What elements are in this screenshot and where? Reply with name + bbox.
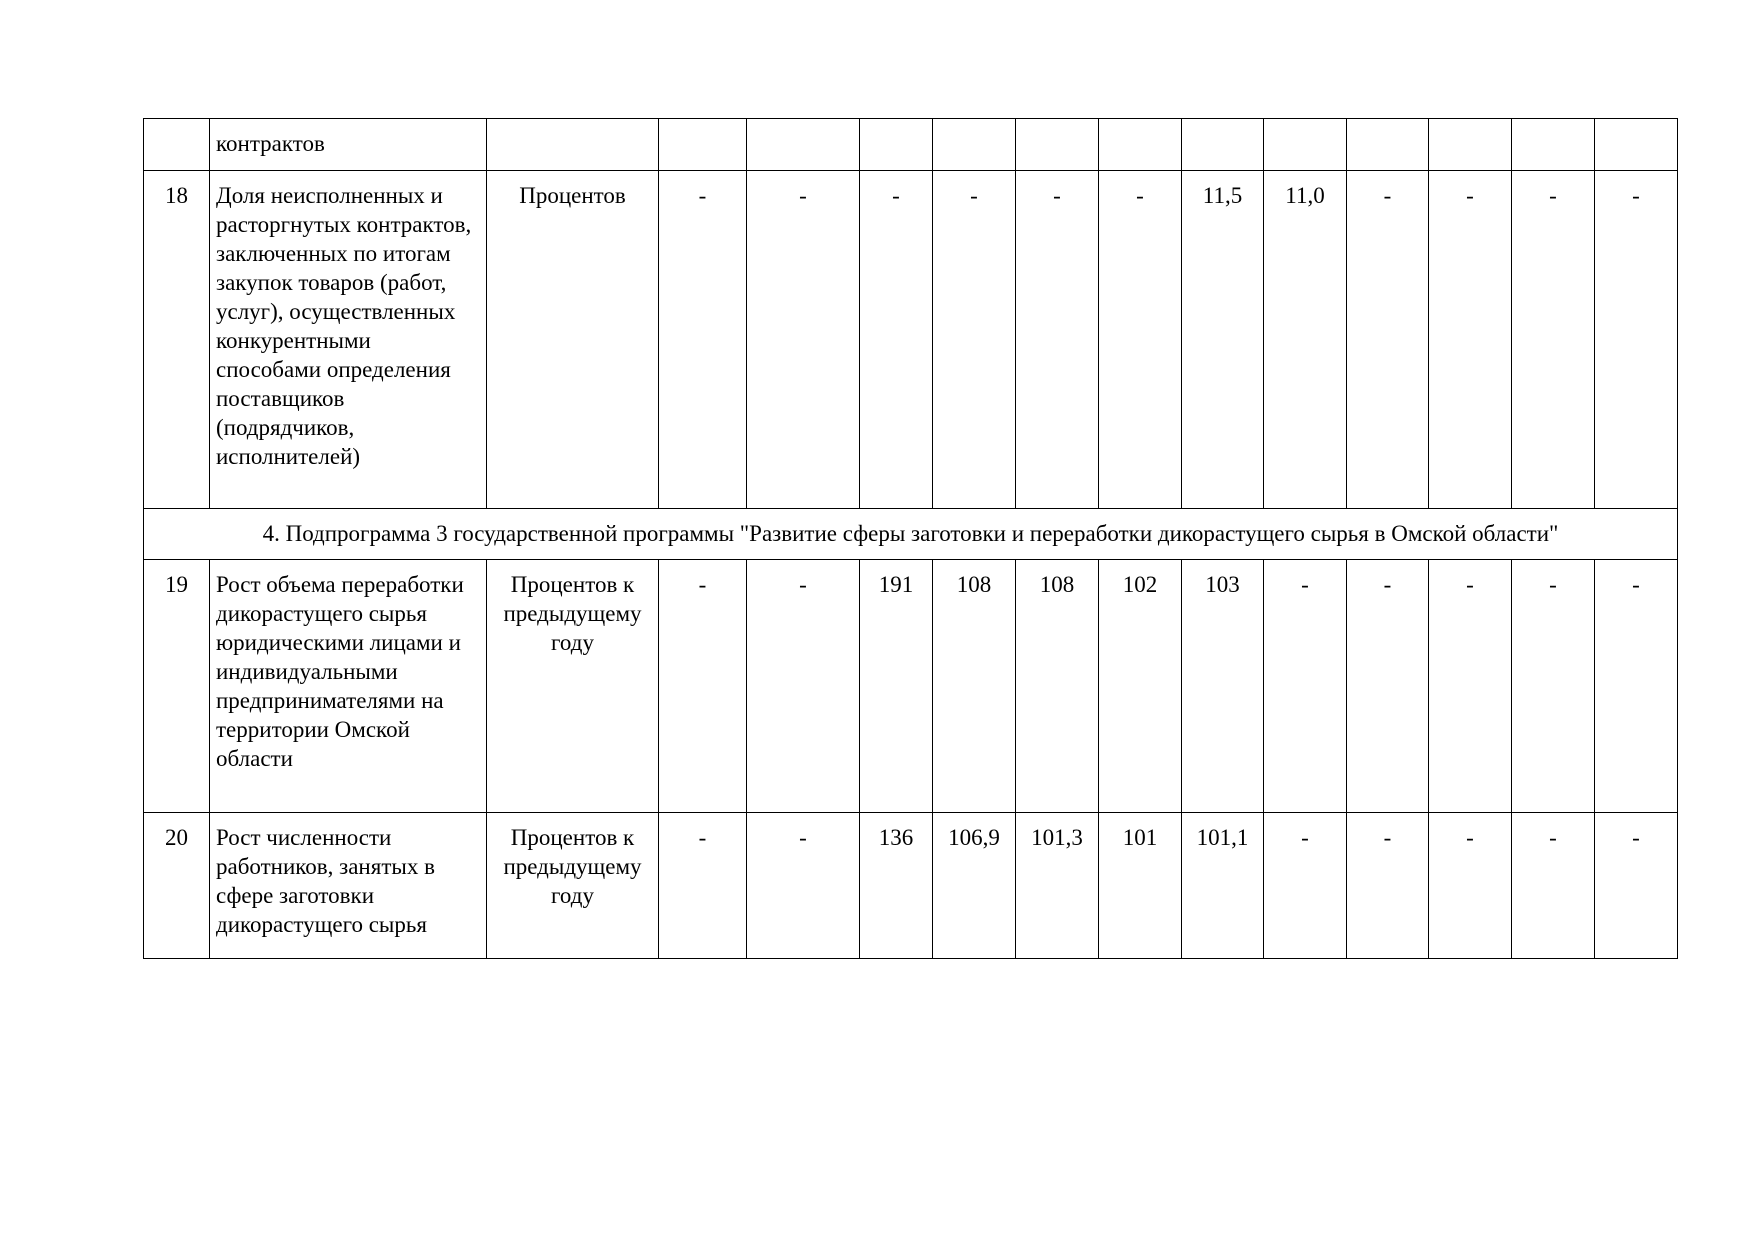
value-cell: - [1264, 813, 1347, 959]
table-row [144, 560, 1678, 813]
value-cell: - [1347, 560, 1429, 813]
indicator-name: Рост численности работников, занятых в сфере заготовки дикорастущего сырья [210, 813, 487, 959]
value-cell: 102 [1099, 560, 1182, 813]
value-cell: 136 [860, 813, 933, 959]
value-cell: - [1512, 560, 1595, 813]
value-cell: - [747, 813, 860, 959]
unit-cell: Процентов [487, 171, 659, 509]
value-cell [1264, 119, 1347, 171]
section-title: 4. Подпрограмма 3 государственной программы "Развитие сферы заготовки и переработки дикорастущего сырья в Омской области" [144, 509, 1678, 560]
value-cell: - [659, 813, 747, 959]
value-cell: 103 [1182, 560, 1264, 813]
unit-cell: Процентов к предыдущему году [487, 560, 659, 813]
value-cell: - [1347, 813, 1429, 959]
value-cell: - [1595, 560, 1678, 813]
section-row [144, 509, 1678, 560]
value-cell [1347, 119, 1429, 171]
value-cell: 106,9 [933, 813, 1016, 959]
table-row [144, 171, 1678, 509]
value-cell: - [1429, 560, 1512, 813]
indicator-name: контрактов [210, 119, 487, 171]
value-cell: - [860, 171, 933, 509]
row-number: 18 [144, 171, 210, 509]
value-cell [659, 119, 747, 171]
value-cell: 101 [1099, 813, 1182, 959]
value-cell [1099, 119, 1182, 171]
value-cell: 101,1 [1182, 813, 1264, 959]
value-cell: 11,5 [1182, 171, 1264, 509]
value-cell: - [1429, 813, 1512, 959]
value-cell: - [747, 171, 860, 509]
value-cell: 191 [860, 560, 933, 813]
indicator-name: Рост объема переработки дикорастущего сырья юридическими лицами и индивидуальными предпринимателями на территории Омской области [210, 560, 487, 813]
unit-cell [487, 119, 659, 171]
indicators-table [143, 118, 1678, 959]
value-cell: - [1512, 813, 1595, 959]
row-number: 20 [144, 813, 210, 959]
value-cell [1512, 119, 1595, 171]
value-cell: - [1347, 171, 1429, 509]
row-number [144, 119, 210, 171]
value-cell: 108 [933, 560, 1016, 813]
value-cell: - [933, 171, 1016, 509]
value-cell [747, 119, 860, 171]
value-cell: - [659, 171, 747, 509]
indicator-name: Доля неисполненных и расторгнутых контрактов, заключенных по итогам закупок товаров (работ, услуг), осуществленных конкурентными способами определения поставщиков (подрядчиков, исполнителей) [210, 171, 487, 509]
value-cell: - [1099, 171, 1182, 509]
value-cell: - [1595, 813, 1678, 959]
value-cell: - [1264, 560, 1347, 813]
value-cell: - [1016, 171, 1099, 509]
value-cell: - [1429, 171, 1512, 509]
value-cell: 101,3 [1016, 813, 1099, 959]
value-cell [1595, 119, 1678, 171]
row-number: 19 [144, 560, 210, 813]
value-cell [860, 119, 933, 171]
value-cell [1429, 119, 1512, 171]
table-row-continuation [144, 119, 1678, 171]
value-cell: - [1595, 171, 1678, 509]
value-cell: 11,0 [1264, 171, 1347, 509]
unit-cell: Процентов к предыдущему году [487, 813, 659, 959]
table-row [144, 813, 1678, 959]
value-cell: - [1512, 171, 1595, 509]
value-cell [1016, 119, 1099, 171]
value-cell [933, 119, 1016, 171]
value-cell: 108 [1016, 560, 1099, 813]
value-cell: - [747, 560, 860, 813]
value-cell [1182, 119, 1264, 171]
value-cell: - [659, 560, 747, 813]
